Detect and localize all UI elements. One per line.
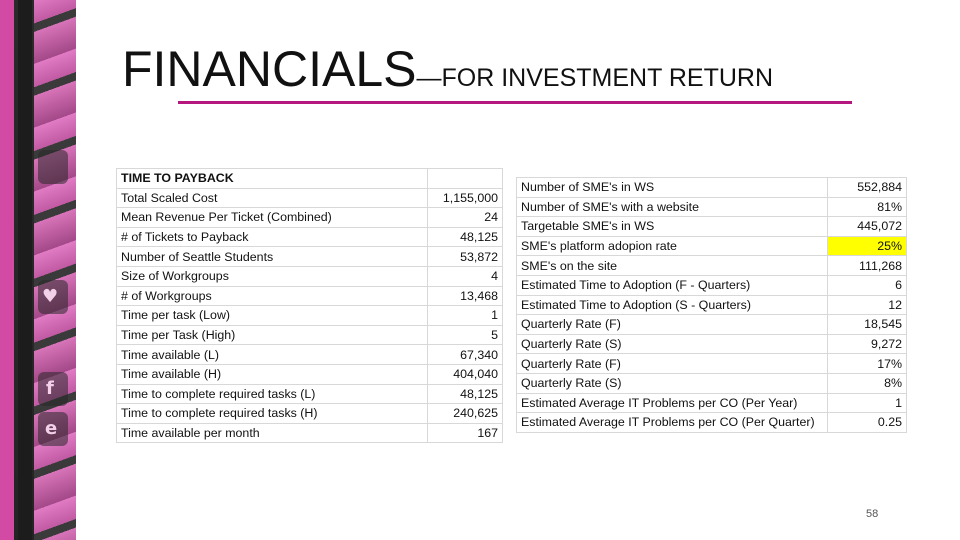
row-value: 24 <box>428 208 503 228</box>
row-value: 1 <box>428 306 503 326</box>
page-title <box>122 40 773 98</box>
table-row <box>517 334 907 354</box>
heart-icon: ♥ <box>42 286 59 307</box>
table-row <box>117 345 503 365</box>
row-value: 67,340 <box>428 345 503 365</box>
row-label: Time available (L) <box>117 345 428 365</box>
table-row <box>117 286 503 306</box>
row-value: 13,468 <box>428 286 503 306</box>
table-row <box>517 217 907 237</box>
row-label: Estimated Time to Adoption (S - Quarters) <box>517 295 828 315</box>
row-value: 167 <box>428 423 503 443</box>
page-number: 58 <box>866 508 879 520</box>
row-label: Number of Seattle Students <box>117 247 428 267</box>
table-row <box>517 295 907 315</box>
row-value: 81% <box>828 197 907 217</box>
row-value: 445,072 <box>828 217 907 237</box>
row-value: 48,125 <box>428 227 503 247</box>
table-row <box>517 178 907 198</box>
table-row <box>117 384 503 404</box>
dark-band <box>18 0 32 540</box>
table-header-value <box>428 169 503 189</box>
row-label: Size of Workgroups <box>117 266 428 286</box>
row-label: Time available (H) <box>117 364 428 384</box>
row-value: 53,872 <box>428 247 503 267</box>
row-value: 1 <box>828 393 907 413</box>
row-label: # of Tickets to Payback <box>117 227 428 247</box>
table-header: TIME TO PAYBACK <box>117 169 428 189</box>
highlighted-value: 25% <box>828 236 907 256</box>
table-row <box>117 306 503 326</box>
table-row <box>117 247 503 267</box>
table-row <box>517 413 907 433</box>
row-label: Quarterly Rate (S) <box>517 373 828 393</box>
row-label: Targetable SME's in WS <box>517 217 828 237</box>
table-row <box>117 227 503 247</box>
row-label: Time available per month <box>117 423 428 443</box>
row-value: 48,125 <box>428 384 503 404</box>
table-row <box>117 266 503 286</box>
email-icon: e <box>45 418 58 439</box>
decorative-side-image <box>0 0 76 540</box>
table-row <box>117 423 503 443</box>
row-label: Mean Revenue Per Ticket (Combined) <box>117 208 428 228</box>
row-value: 17% <box>828 354 907 374</box>
row-label: Quarterly Rate (F) <box>517 315 828 335</box>
row-label: Time per task (Low) <box>117 306 428 326</box>
row-label: # of Workgroups <box>117 286 428 306</box>
row-value: 8% <box>828 373 907 393</box>
facebook-icon: f <box>46 378 54 399</box>
row-label: Estimated Average IT Problems per CO (Per Year) <box>517 393 828 413</box>
title-sub: —FOR INVESTMENT RETURN <box>416 64 774 92</box>
keyboard-photo-band <box>34 0 76 540</box>
row-label: Quarterly Rate (S) <box>517 334 828 354</box>
row-label: Time to complete required tasks (H) <box>117 404 428 424</box>
row-value: 4 <box>428 266 503 286</box>
keyboard-key-icon <box>38 150 68 184</box>
row-value: 6 <box>828 275 907 295</box>
table-row <box>517 315 907 335</box>
row-label: Estimated Average IT Problems per CO (Per Quarter) <box>517 413 828 433</box>
table-row <box>517 197 907 217</box>
row-label: SME's on the site <box>517 256 828 276</box>
row-value: 552,884 <box>828 178 907 198</box>
row-value: 0.25 <box>828 413 907 433</box>
title-underline <box>178 101 852 104</box>
table-row <box>517 373 907 393</box>
row-label: Time per Task (High) <box>117 325 428 345</box>
row-value: 9,272 <box>828 334 907 354</box>
table-row <box>517 393 907 413</box>
table-row <box>117 404 503 424</box>
time-to-payback-table <box>116 168 503 443</box>
title-main: FINANCIALS <box>122 41 417 97</box>
row-value: 18,545 <box>828 315 907 335</box>
table-row <box>117 325 503 345</box>
row-label: Quarterly Rate (F) <box>517 354 828 374</box>
table-header-row <box>117 169 503 189</box>
row-label: Number of SME's in WS <box>517 178 828 198</box>
row-value: 5 <box>428 325 503 345</box>
table-row <box>117 364 503 384</box>
pink-band <box>0 0 14 540</box>
row-label: Estimated Time to Adoption (F - Quarters) <box>517 275 828 295</box>
table-row <box>517 236 907 256</box>
row-value: 404,040 <box>428 364 503 384</box>
row-label: SME's platform adopion rate <box>517 236 828 256</box>
row-value: 111,268 <box>828 256 907 276</box>
row-value: 12 <box>828 295 907 315</box>
row-value: 1,155,000 <box>428 188 503 208</box>
sme-adoption-table <box>516 177 907 433</box>
table-row <box>517 275 907 295</box>
table-row <box>117 208 503 228</box>
row-label: Time to complete required tasks (L) <box>117 384 428 404</box>
table-row <box>117 188 503 208</box>
table-row <box>517 256 907 276</box>
row-value: 240,625 <box>428 404 503 424</box>
table-row <box>517 354 907 374</box>
row-label: Number of SME's with a website <box>517 197 828 217</box>
row-label: Total Scaled Cost <box>117 188 428 208</box>
